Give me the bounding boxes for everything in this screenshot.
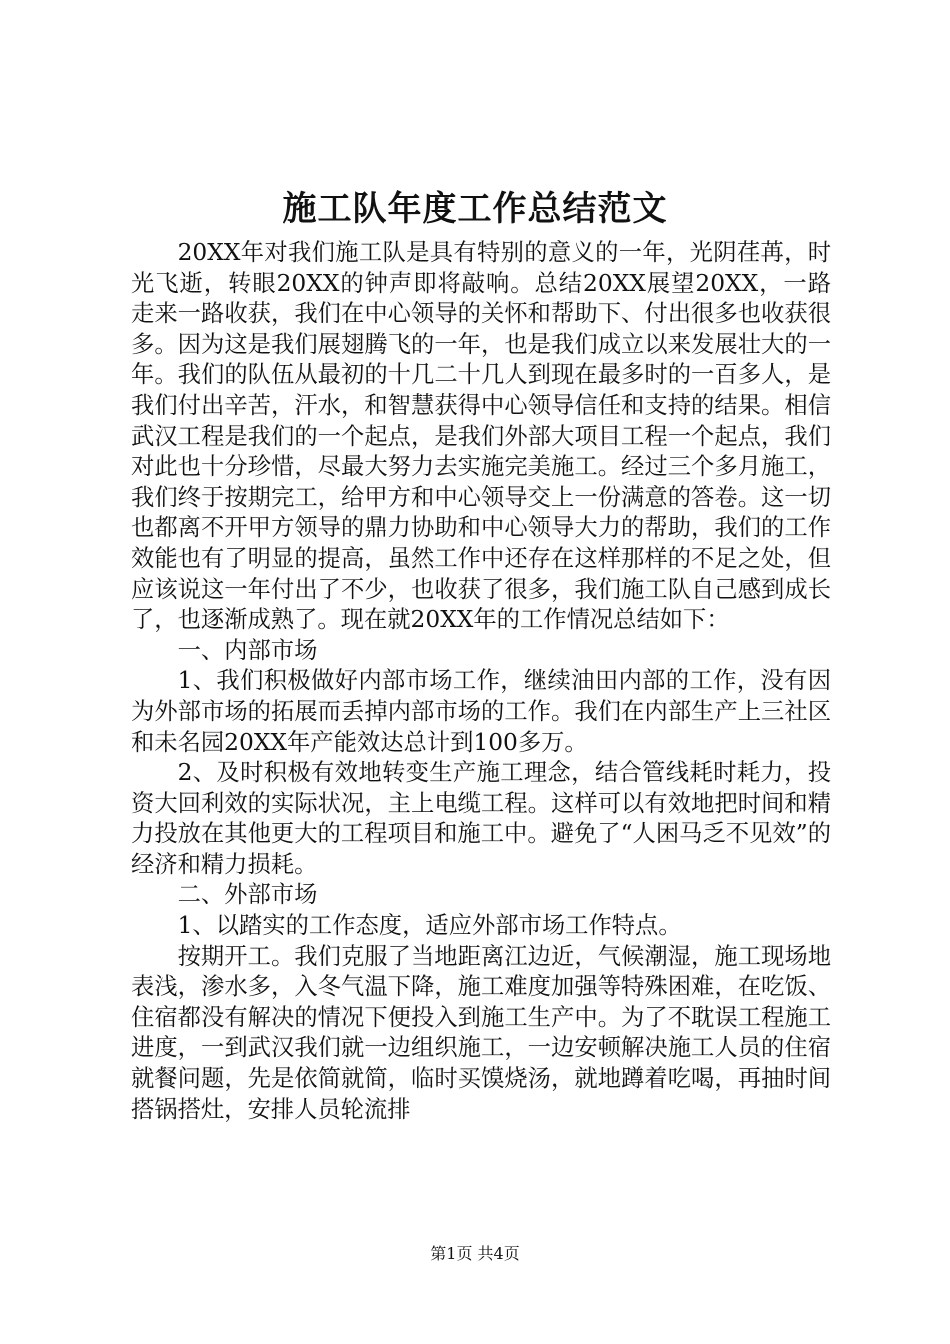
- internal-market-item-1: 1、我们积极做好内部市场工作，继续油田内部的工作，没有因为外部市场的拓展而丢掉内部市场的工作。我们在内部生产上三社区和未名园20XX年产能效达总计到100多万。: [131, 667, 831, 756]
- external-market-paragraph: 按期开工。我们克服了当地距离江边近，气候潮湿，施工现场地表浅，渗水多，入冬气温下降，施工难度加强等特殊困难，在吃饭、住宿都没有解决的情况下便投入到施工生产中。为了不耽误工程施工进度，一到武汉我们就一边组织施工，一边安顿解决施工人员的住宿就餐问题，先是依简就简，临时买馍烧汤，就地蹲着吃喝，再抽时间搭锅搭灶，安排人员轮流排: [131, 942, 831, 1123]
- document-title: 施工队年度工作总结范文: [282, 189, 668, 229]
- internal-market-item-2: 2、及时积极有效地转变生产施工理念，结合管线耗时耗力，投资大回利效的实际状况，主上电缆工程。这样可以有效地把时间和精力投放在其他更大的工程项目和施工中。避免了“人困马乏不见效”的经济和精力损耗。: [131, 759, 831, 878]
- external-market-item-1: 1、以踏实的工作态度，适应外部市场工作特点。: [177, 912, 682, 940]
- intro-paragraph: 20XX年对我们施工队是具有特别的意义的一年，光阴荏苒，时光飞逝，转眼20XX的钟声即将敲响。总结20XX展望20XX，一路走来一路收获，我们在中心领导的关怀和帮助下、付出很多也收获很多。因为这是我们展翅腾飞的一年，也是我们成立以来发展壮大的一年。我们的队伍从最初的十几二十几人到现在最多时的一百多人，是我们付出辛苦，汗水，和智慧获得中心领导信任和支持的结果。相信武汉工程是我们的一个起点，是我们外部大项目工程一个起点，我们对此也十分珍惜，尽最大努力去实施完美施工。经过三个多月施工，我们终于按期完工，给甲方和中心领导交上一份满意的答卷。这一切也都离不开甲方领导的鼎力协助和中心领导大力的帮助，我们的工作效能也有了明显的提高，虽然工作中还存在这样那样的不足之处，但应该说这一年付出了不少，也收获了很多，我们施工队自己感到成长了，也逐渐成熟了。现在就20XX年的工作情况总结如下：: [131, 239, 831, 634]
- page-number-footer: 第1页 共4页: [430, 1244, 520, 1263]
- document-body: [131, 238, 831, 1125]
- section-heading-internal-market: 一、内部市场: [177, 636, 318, 664]
- section-heading-external-market: 二、外部市场: [177, 881, 318, 909]
